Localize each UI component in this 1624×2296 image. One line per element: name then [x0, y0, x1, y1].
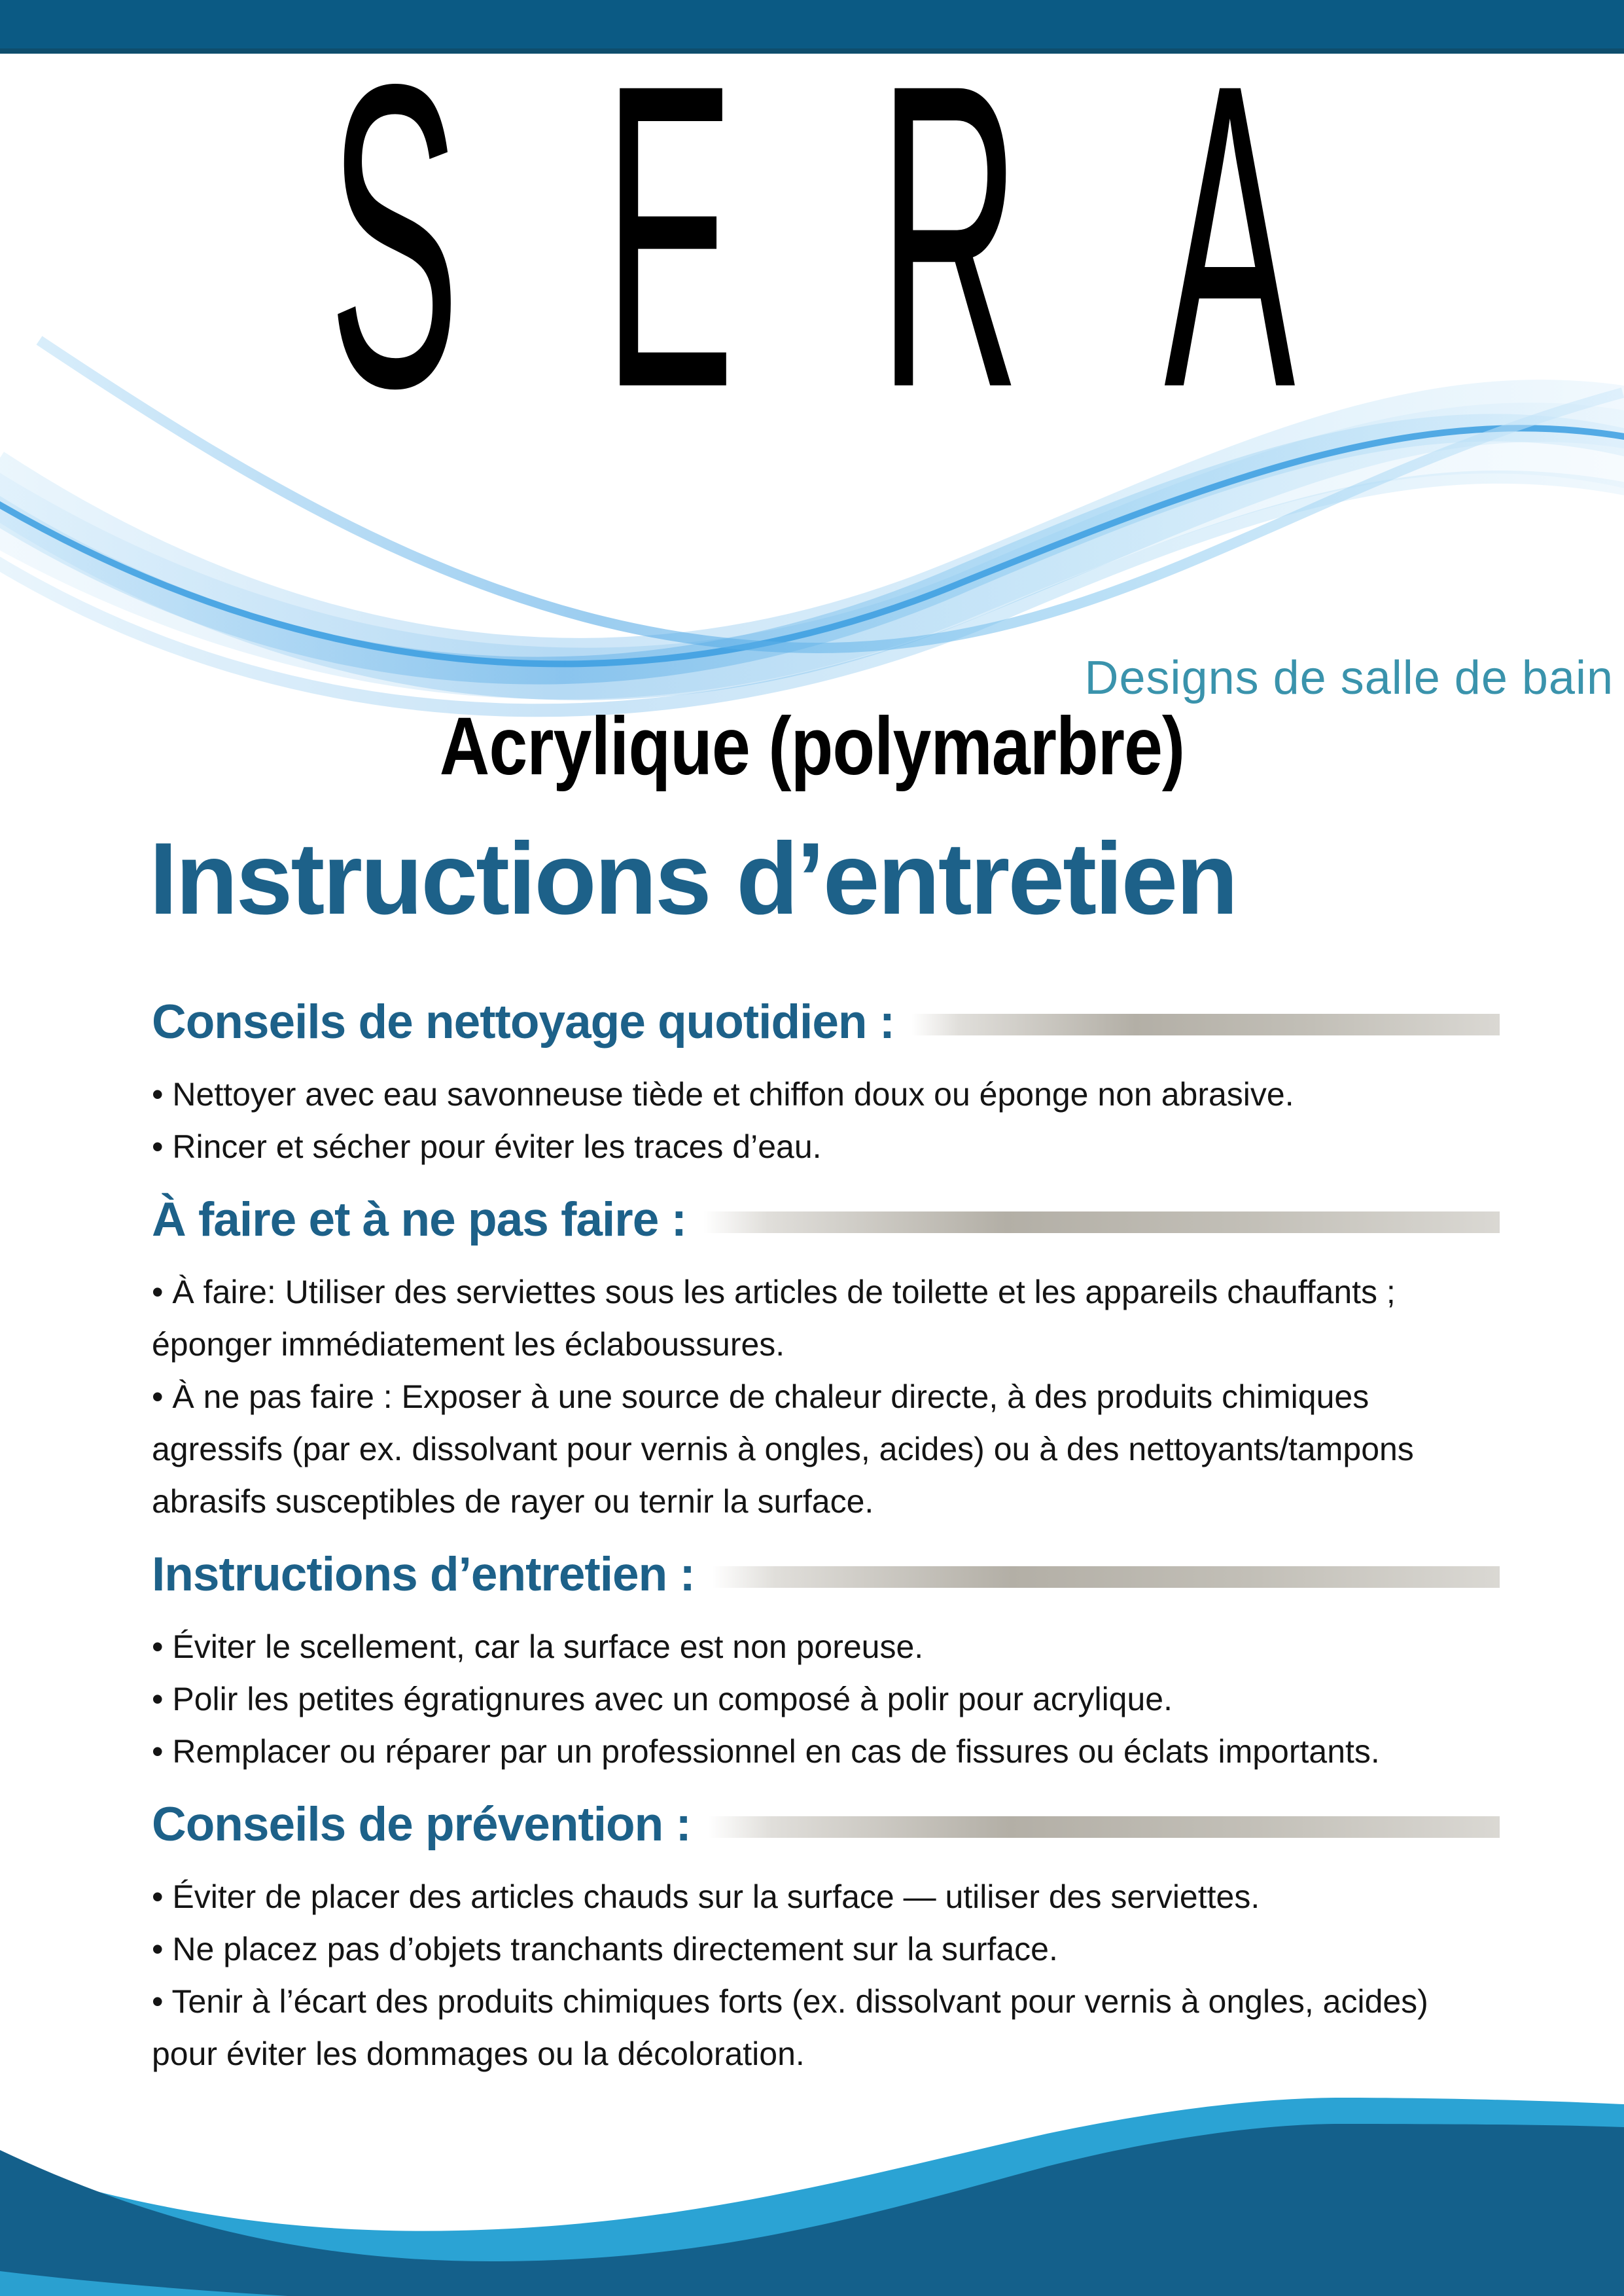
bullet-item: • Polir les petites égratignures avec un composé à polir pour acrylique.	[152, 1681, 1173, 1717]
material-subtitle-text: Acrylique (polymarbre)	[439, 700, 1185, 793]
heading-rule	[708, 1816, 1500, 1838]
brand-text: SERA	[328, 0, 1439, 478]
bullet-item: • Ne placez pas d’objets tranchants directement sur la surface.	[152, 1931, 1058, 1967]
section-heading: À faire et à ne pas faire :	[152, 1193, 686, 1246]
section-heading-row	[152, 1547, 1500, 1602]
section-heading-row	[152, 1797, 1500, 1852]
bullet-item: • Nettoyer avec eau savonneuse tiède et chiffon doux ou éponge non abrasive.	[152, 1076, 1294, 1113]
section-care-instructions	[152, 1547, 1500, 1778]
heading-rule	[703, 1211, 1500, 1233]
bullet-item: • Tenir à l’écart des produits chimiques forts (ex. dissolvant pour vernis à ongles, acides) pour éviter les dommages ou la décoloration.	[152, 1983, 1428, 2072]
section-heading: Conseils de nettoyage quotidien :	[152, 996, 895, 1049]
bullet-item: • Rincer et sécher pour éviter les traces d’eau.	[152, 1128, 822, 1165]
heading-rule	[911, 1014, 1500, 1035]
section-heading: Conseils de prévention :	[152, 1798, 691, 1851]
brand-tagline: Designs de salle de bain	[1084, 652, 1614, 704]
bullet-item: • Éviter le scellement, car la surface est non poreuse.	[152, 1628, 924, 1665]
section-heading-row	[152, 995, 1500, 1050]
heading-rule	[712, 1566, 1500, 1588]
footer-wave	[0, 2021, 1624, 2296]
bullet-item: • Éviter de placer des articles chauds sur la surface — utiliser des serviettes.	[152, 1878, 1260, 1915]
section-daily-cleaning	[152, 995, 1500, 1173]
material-subtitle	[0, 700, 1624, 793]
bullet-item: • À faire: Utiliser des serviettes sous les articles de toilette et les appareils chauffants ; éponger immédiatement les éclaboussures.	[152, 1274, 1396, 1363]
bullet-item: • Remplacer ou réparer par un professionnel en cas de fissures ou éclats importants.	[152, 1733, 1380, 1770]
section-heading: Instructions d’entretien :	[152, 1548, 695, 1601]
section-heading-row	[152, 1193, 1500, 1247]
section-dos-donts	[152, 1193, 1500, 1528]
bullet-item: • À ne pas faire : Exposer à une source de chaleur directe, à des produits chimiques agressifs (par ex. dissolvant pour vernis à ongles, acides) ou à des nettoyants/tampons abrasifs susceptibles de rayer ou ternir la surface.	[152, 1378, 1414, 1520]
page-title: Instructions d’entretien	[149, 822, 1237, 936]
content-column	[152, 995, 1500, 2100]
